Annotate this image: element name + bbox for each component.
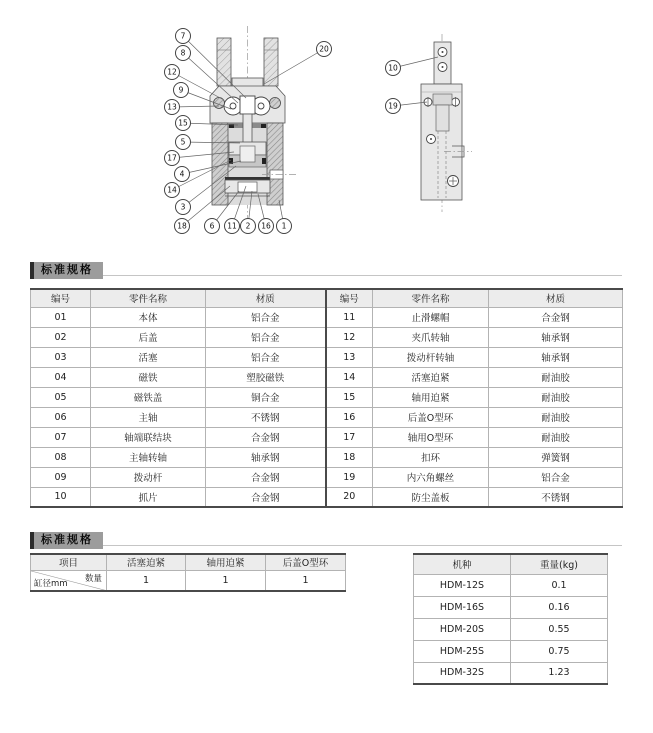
table-cell: 0.55: [511, 618, 608, 640]
svg-text:17: 17: [167, 153, 177, 163]
callout-14: [165, 183, 180, 198]
finger-left: [217, 38, 231, 86]
table-cell: 06: [31, 407, 91, 427]
callout-17: [165, 151, 180, 166]
table-cell: 07: [31, 427, 91, 447]
table-cell: 止滑螺帽: [373, 307, 489, 327]
weight-table-header-row: [414, 554, 608, 574]
table-cell: 磁铁: [91, 367, 206, 387]
table-cell: 13: [326, 347, 373, 367]
table-cell: 磁铁盖: [91, 387, 206, 407]
table-row: [31, 407, 623, 427]
table-cell: 主轴: [91, 407, 206, 427]
callout-3: [176, 200, 191, 215]
table-cell: 02: [31, 327, 91, 347]
table-cell: 合金钢: [489, 307, 623, 327]
parts-table-body: [31, 307, 623, 507]
column-header: 编号: [31, 289, 91, 307]
table-row: [31, 307, 623, 327]
table-row: [414, 662, 608, 684]
parts-material-table: [30, 288, 623, 508]
table-row: [414, 574, 608, 596]
table-row: [31, 367, 623, 387]
table-row: [31, 447, 623, 467]
table-cell: 后盖: [91, 327, 206, 347]
table-cell: 塑胶磁铁: [206, 367, 326, 387]
table-cell: 19: [326, 467, 373, 487]
column-header: 轴用迫紧: [186, 554, 266, 570]
front-view: [210, 26, 296, 222]
table-cell: 后盖O型环: [373, 407, 489, 427]
svg-text:15: 15: [178, 118, 188, 128]
callout-4: [175, 167, 190, 182]
column-header: 材质: [489, 289, 623, 307]
table-cell: HDM-16S: [414, 596, 511, 618]
table-cell: 18: [326, 447, 373, 467]
callout-16: [259, 219, 274, 234]
table-cell: 耐油胶: [489, 387, 623, 407]
table-cell: 活塞迫紧: [373, 367, 489, 387]
table-cell: 03: [31, 347, 91, 367]
callout-7: [176, 29, 191, 44]
table-cell: 轴端联结块: [91, 427, 206, 447]
diagonal-corner-cell: [31, 570, 107, 591]
section-header-1: [30, 258, 622, 276]
svg-text:2: 2: [245, 221, 251, 231]
callout-19: [386, 99, 401, 114]
table-row: [31, 327, 623, 347]
callout-11: [225, 219, 240, 234]
table-cell: 0.16: [511, 596, 608, 618]
table-cell: 11: [326, 307, 373, 327]
table-row: [31, 487, 623, 507]
callout-6: [205, 219, 220, 234]
table-cell: 轴用迫紧: [373, 387, 489, 407]
table-cell: 主轴转轴: [91, 447, 206, 467]
column-header: 重量(kg): [511, 554, 608, 574]
table-cell: 10: [31, 487, 91, 507]
callout-balloons: [165, 29, 439, 234]
table-cell: 耐油胶: [489, 367, 623, 387]
svg-text:9: 9: [178, 85, 184, 95]
svg-text:1: 1: [281, 221, 287, 231]
svg-text:6: 6: [209, 221, 215, 231]
callout-2: [241, 219, 256, 234]
table-row: [414, 640, 608, 662]
quantity-cell: 1: [107, 570, 186, 591]
model-weight-table: [413, 553, 608, 685]
callout-1: [277, 219, 292, 234]
seal-spec-table: [30, 553, 346, 592]
table-cell: 0.1: [511, 574, 608, 596]
finger-right: [264, 38, 278, 86]
svg-text:8: 8: [180, 48, 186, 58]
table-cell: 拨动杆转轴: [373, 347, 489, 367]
column-header: 后盖O型环: [266, 554, 346, 570]
table-cell: HDM-32S: [414, 662, 511, 684]
table-cell: 04: [31, 367, 91, 387]
callout-15: [176, 116, 191, 131]
table-cell: 合金钢: [206, 487, 326, 507]
table-cell: HDM-25S: [414, 640, 511, 662]
quantity-cell: 1: [186, 570, 266, 591]
table-cell: 抓片: [91, 487, 206, 507]
svg-text:20: 20: [319, 44, 329, 54]
parts-table-header-row: [31, 289, 623, 307]
table-cell: 轴承钢: [489, 327, 623, 347]
table-cell: 01: [31, 307, 91, 327]
table-cell: HDM-12S: [414, 574, 511, 596]
callout-10: [386, 61, 401, 76]
table-cell: 耐油胶: [489, 427, 623, 447]
callout-18: [175, 219, 190, 234]
table-cell: 14: [326, 367, 373, 387]
table-cell: 弹簧钢: [489, 447, 623, 467]
svg-text:19: 19: [388, 101, 398, 111]
svg-text:16: 16: [261, 221, 271, 231]
callout-5: [176, 135, 191, 150]
table-cell: 内六角螺丝: [373, 467, 489, 487]
table-row: [31, 387, 623, 407]
section-title-2: 标准规格: [30, 532, 103, 549]
column-header: 活塞迫紧: [107, 554, 186, 570]
table-row: [31, 427, 623, 447]
assembly-diagram: [0, 0, 653, 250]
table-cell: 15: [326, 387, 373, 407]
table-row: [31, 347, 623, 367]
spec-table-body: [31, 570, 346, 591]
section-header-2: [30, 528, 622, 546]
column-header: 材质: [206, 289, 326, 307]
svg-text:13: 13: [167, 102, 177, 112]
table-cell: 铝合金: [206, 347, 326, 367]
table-cell: 05: [31, 387, 91, 407]
table-cell: 铝合金: [206, 307, 326, 327]
table-cell: 防尘盖板: [373, 487, 489, 507]
corner-label-quantity: 数量: [84, 573, 102, 584]
table-cell: 轴用O型环: [373, 427, 489, 447]
quantity-cell: 1: [266, 570, 346, 591]
svg-text:10: 10: [388, 63, 398, 73]
table-cell: 08: [31, 447, 91, 467]
table-cell: 铜合金: [206, 387, 326, 407]
table-cell: 拨动杆: [91, 467, 206, 487]
table-cell: 合金钢: [206, 427, 326, 447]
svg-text:18: 18: [177, 221, 187, 231]
callout-12: [165, 65, 180, 80]
table-cell: 16: [326, 407, 373, 427]
weight-table-body: [414, 574, 608, 684]
table-cell: 不锈钢: [489, 487, 623, 507]
table-row: [414, 596, 608, 618]
column-header: 编号: [326, 289, 373, 307]
callout-8: [176, 46, 191, 61]
svg-text:4: 4: [179, 169, 185, 179]
svg-text:5: 5: [180, 137, 186, 147]
callout-9: [174, 83, 189, 98]
table-cell: HDM-20S: [414, 618, 511, 640]
callout-20: [317, 42, 332, 57]
corner-label-bore: 缸径mm: [34, 579, 68, 589]
table-row: [414, 618, 608, 640]
table-cell: 活塞: [91, 347, 206, 367]
table-cell: 0.75: [511, 640, 608, 662]
table-cell: 耐油胶: [489, 407, 623, 427]
table-cell: 不锈钢: [206, 407, 326, 427]
svg-text:14: 14: [167, 185, 177, 195]
svg-text:3: 3: [180, 202, 186, 212]
table-cell: 夹爪转轴: [373, 327, 489, 347]
table-cell: 铝合金: [489, 467, 623, 487]
table-cell: 12: [326, 327, 373, 347]
quantity-row: [31, 570, 346, 591]
column-header: 机种: [414, 554, 511, 574]
table-cell: 本体: [91, 307, 206, 327]
column-header: 零件名称: [91, 289, 206, 307]
spec-table-header-row: [31, 554, 346, 570]
table-cell: 轴承钢: [206, 447, 326, 467]
table-cell: 09: [31, 467, 91, 487]
table-cell: 合金钢: [206, 467, 326, 487]
table-cell: 1.23: [511, 662, 608, 684]
svg-text:12: 12: [167, 67, 177, 77]
callout-13: [165, 100, 180, 115]
section-title-1: 标准规格: [30, 262, 103, 279]
table-cell: 扣环: [373, 447, 489, 467]
table-row: [31, 467, 623, 487]
column-header: 零件名称: [373, 289, 489, 307]
table-cell: 轴承钢: [489, 347, 623, 367]
column-header: 项目: [31, 554, 107, 570]
table-cell: 17: [326, 427, 373, 447]
side-view: [421, 34, 472, 212]
main-shaft: [243, 114, 252, 146]
svg-text:11: 11: [227, 221, 237, 231]
table-cell: 铝合金: [206, 327, 326, 347]
table-cell: 20: [326, 487, 373, 507]
svg-text:7: 7: [180, 31, 186, 41]
leader-line: [180, 36, 246, 98]
